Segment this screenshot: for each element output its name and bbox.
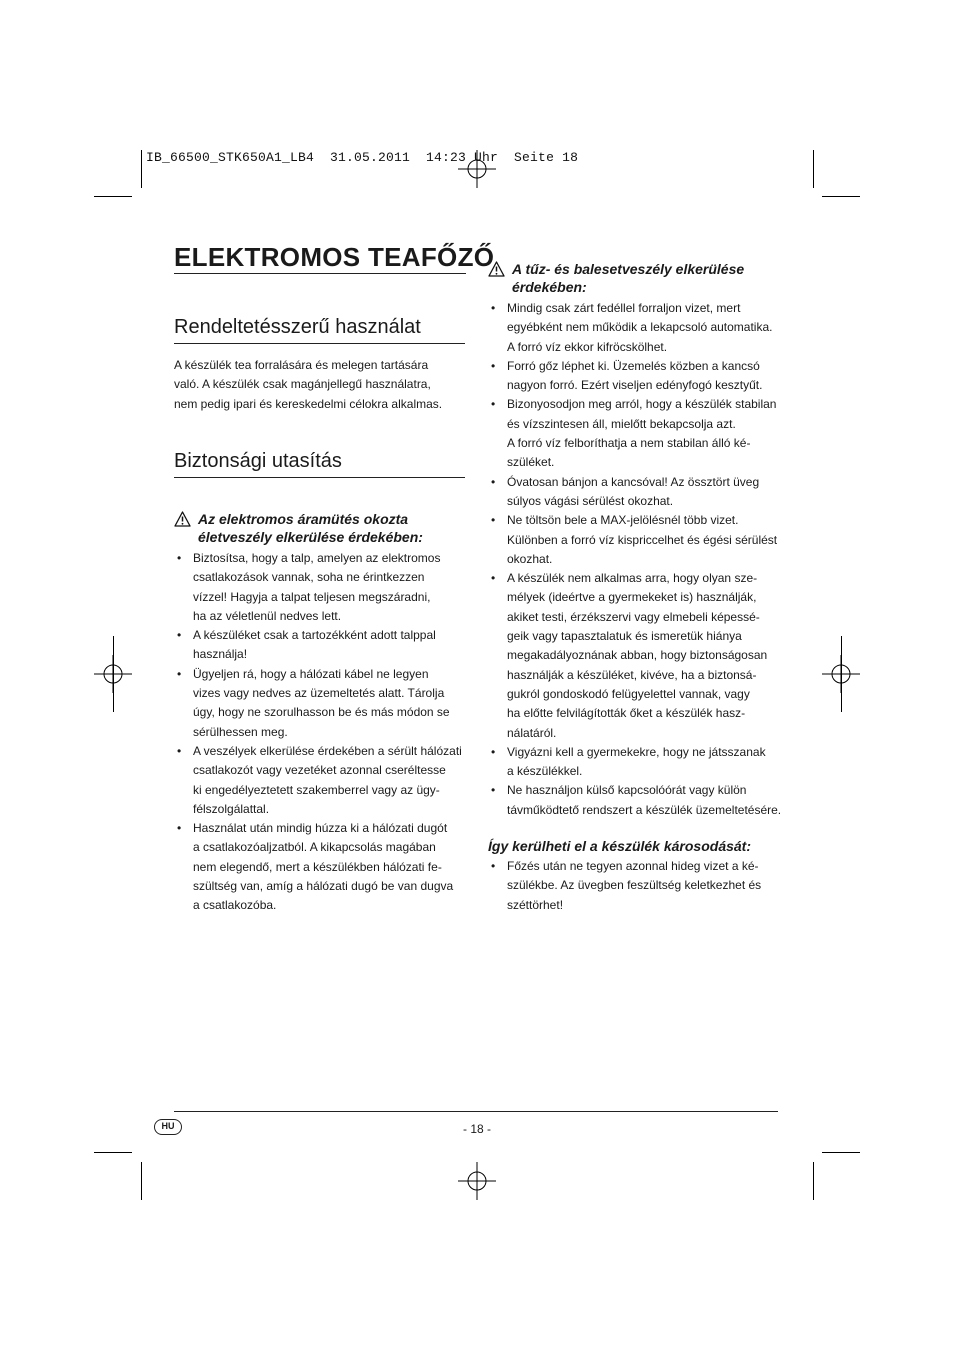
list-item-line: geik vagy tapasztalatuk és ismeretük hiánya — [507, 629, 742, 644]
crop-mark — [822, 196, 860, 197]
warning-heading-line: életveszély elkerülése érdekében: — [198, 529, 423, 545]
warning-heading-line: érdekében: — [512, 279, 587, 295]
paragraph-line: nem pedig ipari és kereskedelmi célokra alkalmas. — [174, 396, 443, 411]
list-item — [488, 299, 788, 357]
list-item-line: • Mindig csak zárt fedéllel forraljon vizet, mert — [507, 301, 741, 315]
paragraph-line: A készülék tea forralására és melegen tartására — [174, 358, 429, 372]
list-item-line: használja! — [193, 647, 248, 662]
section-heading-intended-use: Rendeltetésszerű használat — [174, 314, 465, 344]
warning-heading-line: Az elektromos áramütés okozta — [198, 511, 409, 527]
list-item-line: megakadályoznának abban, hogy biztonságosan — [507, 648, 768, 663]
page-title: ELEKTROMOS TEAFŐZŐ — [174, 242, 495, 272]
safety-bullet-list — [174, 549, 474, 916]
section-heading-safety: Biztonsági utasítás — [174, 448, 465, 478]
list-item — [488, 781, 788, 820]
list-item-line: mélyek (ideértve a gyermekeket is) használják, — [507, 590, 757, 605]
list-item-line: • Ne töltsön bele a MAX-jelölésnél több vizet. — [507, 513, 739, 528]
list-item-line: sérülhessen meg. — [193, 724, 288, 739]
list-item-line: távműködtető rendszert a készülék üzemeltetésére. — [507, 802, 782, 817]
list-item-line: és vízszintesen áll, mielőtt bekapcsolja azt. — [507, 416, 736, 431]
list-item-line: széttörhet! — [507, 897, 564, 912]
list-item-line: • A veszélyek elkerülése érdekében a sérült hálózati — [193, 743, 462, 758]
list-item-line: ki engedélyeztetett szakemberrel vagy az ügy- — [193, 782, 440, 797]
list-item-line: szüléket. — [507, 455, 555, 470]
list-item-line: csatlakozót vagy vezetéket azonnal cseréltesse — [193, 763, 446, 778]
list-item-line: nálatáról. — [507, 725, 557, 740]
damage-prevention-heading: Így kerülheti el a készülék károsodását: — [488, 838, 752, 854]
crop-mark — [141, 150, 142, 188]
list-item — [488, 569, 788, 743]
crop-mark — [94, 1152, 132, 1153]
crop-mark — [822, 1152, 860, 1153]
list-item-line: • Óvatosan bánjon a kancsóval! Az össztört üveg — [507, 474, 760, 489]
list-item-line: vizes vagy nedves az üzemeltetés alatt. Tárolja — [193, 686, 445, 701]
crop-mark — [813, 1162, 814, 1200]
list-item — [488, 857, 788, 915]
crop-mark — [841, 636, 842, 712]
list-item — [174, 819, 474, 915]
list-item-line: csatlakozások vannak, soha ne érintkezzen — [193, 570, 425, 585]
crop-mark — [94, 196, 132, 197]
list-item-line: • Bizonyosodjon meg arról, hogy a készülék stabilan — [507, 397, 777, 412]
list-item-line: okozhat. — [507, 551, 553, 566]
list-item-line: úgy, hogy ne szorulhasson be és más módon se — [193, 705, 450, 720]
warning-triangle-icon — [174, 511, 191, 527]
warning-heading-fire — [488, 260, 788, 296]
list-item-line: A forró víz ekkor kifröcskölhet. — [507, 339, 668, 354]
list-item-line: Különben a forró víz kispriccelhet és égési sérülést — [507, 532, 778, 547]
list-item — [174, 549, 474, 626]
list-item-line: a készülékkel. — [507, 764, 583, 779]
list-item — [488, 395, 788, 472]
list-item — [488, 357, 788, 396]
paragraph-line: való. A készülék csak magánjellegű használatra, — [174, 377, 431, 392]
print-header: IB_66500_STK650A1_LB4 31.05.2011 14:23 Uhr Seite 18 — [146, 150, 579, 165]
list-item-line: gukról gondoskodó felügyelettel vannak, vagy — [507, 686, 750, 701]
list-item-line: vízzel! Hagyja a talpat teljesen megszáradni, — [193, 589, 431, 604]
list-item-line: szülékbe. Az üvegben feszültség keletkezhet és — [507, 878, 762, 893]
list-item-line: szültség van, amíg a hálózati dugó be van dugva — [193, 879, 454, 894]
list-item-line: ha az véletlenül nedves lett. — [193, 608, 342, 623]
list-item-line: • Főzés után ne tegyen azonnal hideg vizet a ké- — [507, 859, 759, 873]
list-item-line: A forró víz felboríthatja a nem stabilan álló ké- — [507, 436, 751, 451]
list-item-line: egyébként nem működik a lekapcsoló automatika. — [507, 320, 773, 335]
list-item-line: • Vigyázni kell a gyermekekre, hogy ne játsszanak — [507, 744, 766, 759]
registration-mark-icon — [458, 1162, 496, 1200]
list-item — [488, 743, 788, 782]
damage-prevention-bullet-list — [488, 857, 788, 915]
list-item — [488, 511, 788, 569]
list-item-line: • Biztosítsa, hogy a talp, amelyen az elektromos — [193, 551, 441, 565]
list-item-line: • Ügyeljen rá, hogy a hálózati kábel ne legyen — [193, 666, 429, 681]
list-item — [488, 473, 788, 512]
list-item-line: félszolgálattal. — [193, 801, 270, 816]
list-item-line: nem elegendő, mert a készülékben hálózati fe- — [193, 859, 442, 874]
warning-triangle-icon — [488, 261, 505, 277]
list-item — [174, 742, 474, 819]
list-item-line: • A készüléket csak a tartozékként adott talppal — [193, 628, 436, 643]
language-badge: HU — [154, 1119, 182, 1135]
warning-heading-electric — [174, 510, 474, 546]
list-item-line: a csatlakozóba. — [193, 898, 277, 913]
list-item — [174, 626, 474, 665]
warning-heading-line: A tűz- és balesetveszély elkerülése — [512, 261, 745, 277]
intended-use-paragraph — [174, 356, 469, 414]
list-item — [174, 665, 474, 742]
list-item-line: • A készülék nem alkalmas arra, hogy olyan sze- — [507, 571, 758, 586]
crop-mark — [141, 1162, 142, 1200]
list-item-line: • Használat után mindig húzza ki a hálózati dugót — [193, 821, 448, 836]
list-item-line: nagyon forró. Ezért viseljen edényfogó kesztyűt. — [507, 378, 763, 393]
crop-mark — [113, 636, 114, 712]
fire-safety-bullet-list — [488, 299, 788, 820]
list-item-line: használják a készüléket, kivéve, ha a biztonsá- — [507, 667, 757, 682]
list-item-line: a csatlakozóaljzatból. A kikapcsolás magában — [193, 840, 436, 855]
crop-mark — [813, 150, 814, 188]
list-item-line: • Forró gőz léphet ki. Üzemelés közben a kancsó — [507, 358, 760, 373]
list-item-line: akiket testi, érzékszervi vagy elmebeli képessé- — [507, 609, 760, 624]
footer-divider — [174, 1111, 778, 1112]
page-number: - 18 - — [462, 1122, 491, 1136]
list-item-line: súlyos vágási sérülést okozhat. — [507, 493, 674, 508]
list-item-line: ha előtte felvilágították őket a készülék hasz- — [507, 706, 746, 721]
list-item-line: • Ne használjon külső kapcsolóórát vagy külön — [507, 783, 747, 798]
